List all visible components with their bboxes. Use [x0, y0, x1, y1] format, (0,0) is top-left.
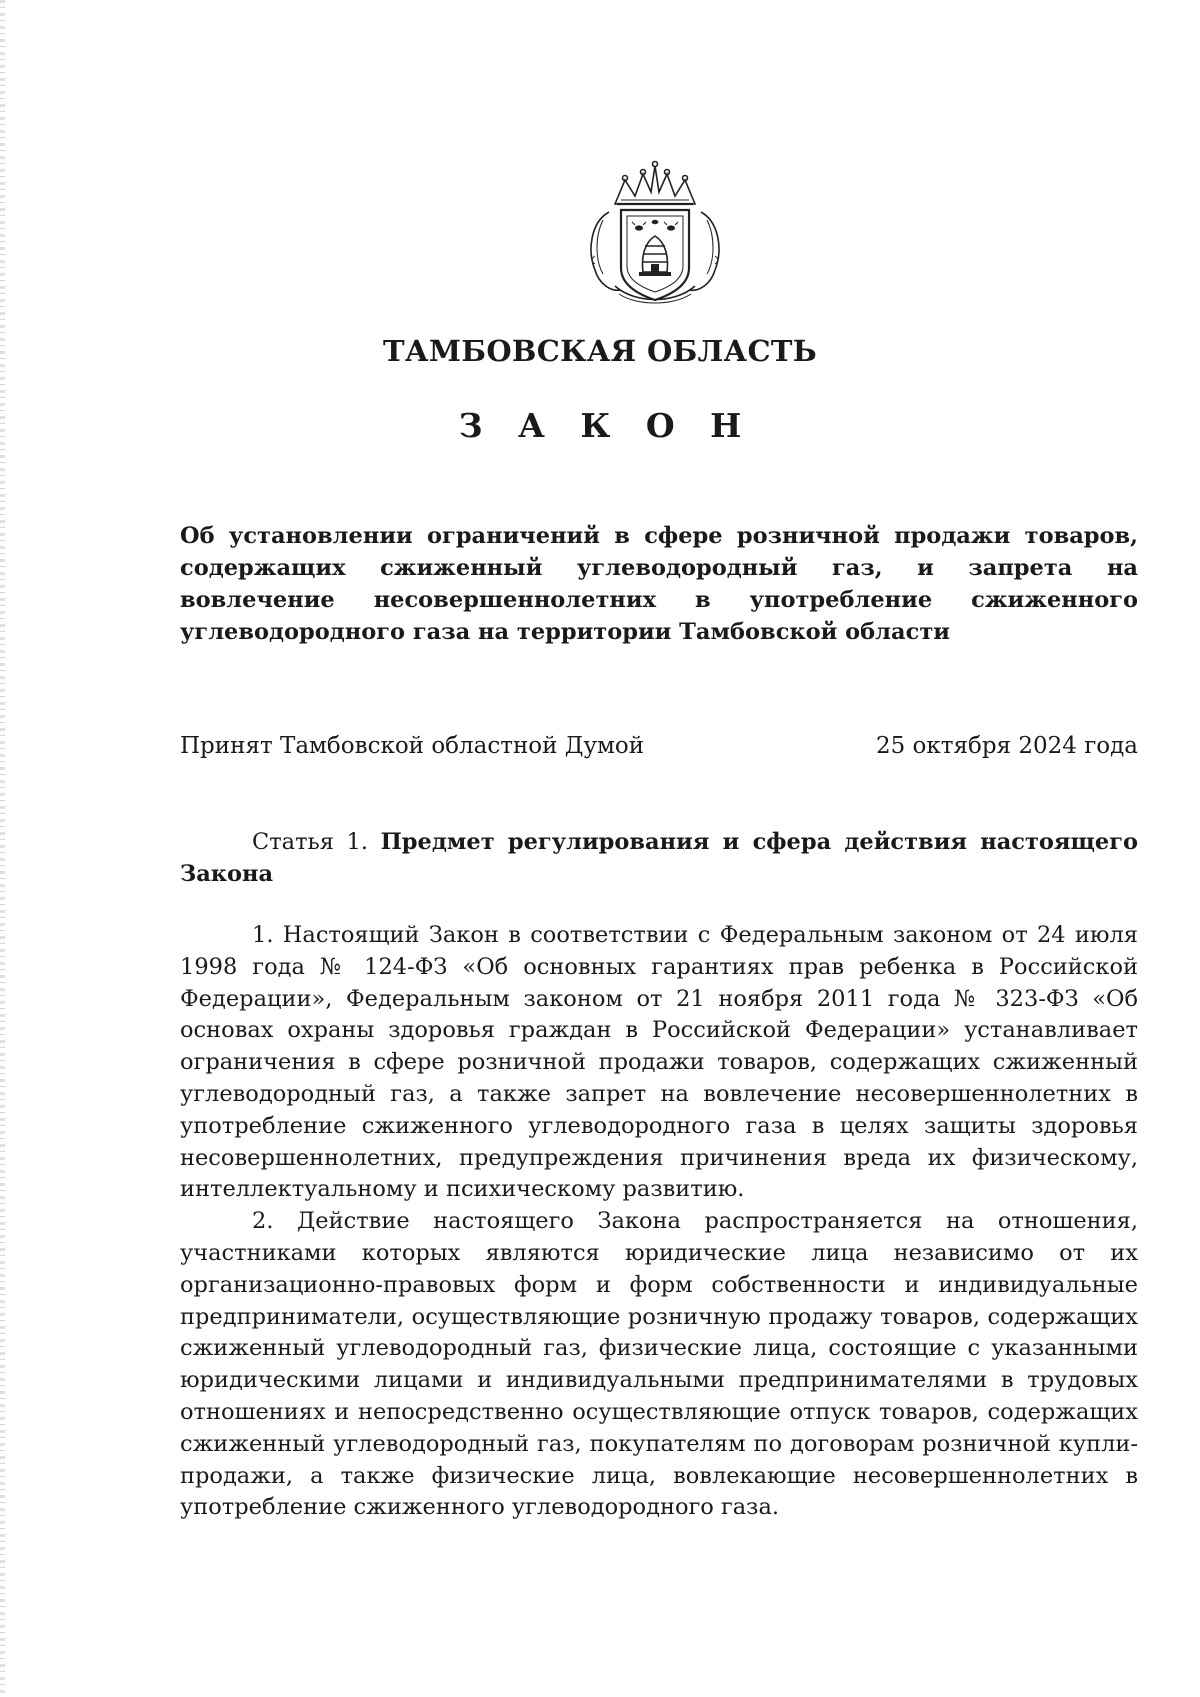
- scan-edge-artifact: [0, 0, 5, 1697]
- paragraph-2: 2. Действие настоящего Закона распространяется на отношения, участниками которых являются юридические лица независимо от их организационно-правовых форм и форм собственности и индивидуальные предприниматели, осуществляющие розничную продажу товаров, содержащих сжиженный углеводородный газ, физические лица, состоящие с указанными юридическими лицами и индивидуальными предпринимателями в трудовых отношениях и непосредственно осуществляющие отпуск товаров, содержащих сжиженный углеводородный газ, покупателям по договорам розничной купли-продажи, а также физические лица, вовлекающие несовершеннолетних в употребление сжиженного углеводородного газа.: [180, 1208, 1138, 1521]
- coat-of-arms-icon: [585, 160, 725, 306]
- article-title: Предмет регулирования и сфера действия настоящего Закона: [180, 829, 1139, 887]
- article-body: [180, 920, 1138, 1524]
- article-label: Статья 1.: [252, 829, 368, 855]
- region-title: ТАМБОВСКАЯ ОБЛАСТЬ: [383, 334, 817, 368]
- paragraph-1: 1. Настоящий Закон в соответствии с Федеральным законом от 24 июля 1998 года № 124-ФЗ «Об основных гарантиях прав ребенка в Российской Федерации», Федеральным законом от 21 ноября 2011 года № 323-ФЗ «Об основах охраны здоровья граждан в Российской Федерации» устанавливает ограничения в сфере розничной продажи товаров, содержащих сжиженный углеводородный газ, а также запрет на вовлечение несовершеннолетних в употребление сжиженного углеводородного газа в целях защиты здоровья несовершеннолетних, предупреждения причинения вреда их физическому, интеллектуальному и психическому развитию.: [180, 922, 1138, 1203]
- document-type: З А К О Н: [458, 406, 754, 445]
- law-title: Об установлении ограничений в сфере розничной продажи товаров, содержащих сжиженный углеводородный газ, и запрета на вовлечение несовершеннолетних в употребление сжиженного углеводородного газа на территории Тамбовской области: [180, 523, 1138, 645]
- adopted-date: 25 октября 2024 года: [875, 733, 1138, 759]
- article-heading: [180, 826, 1138, 890]
- adopted-by: Принят Тамбовской областной Думой: [180, 733, 645, 759]
- adoption-line: [180, 730, 1138, 762]
